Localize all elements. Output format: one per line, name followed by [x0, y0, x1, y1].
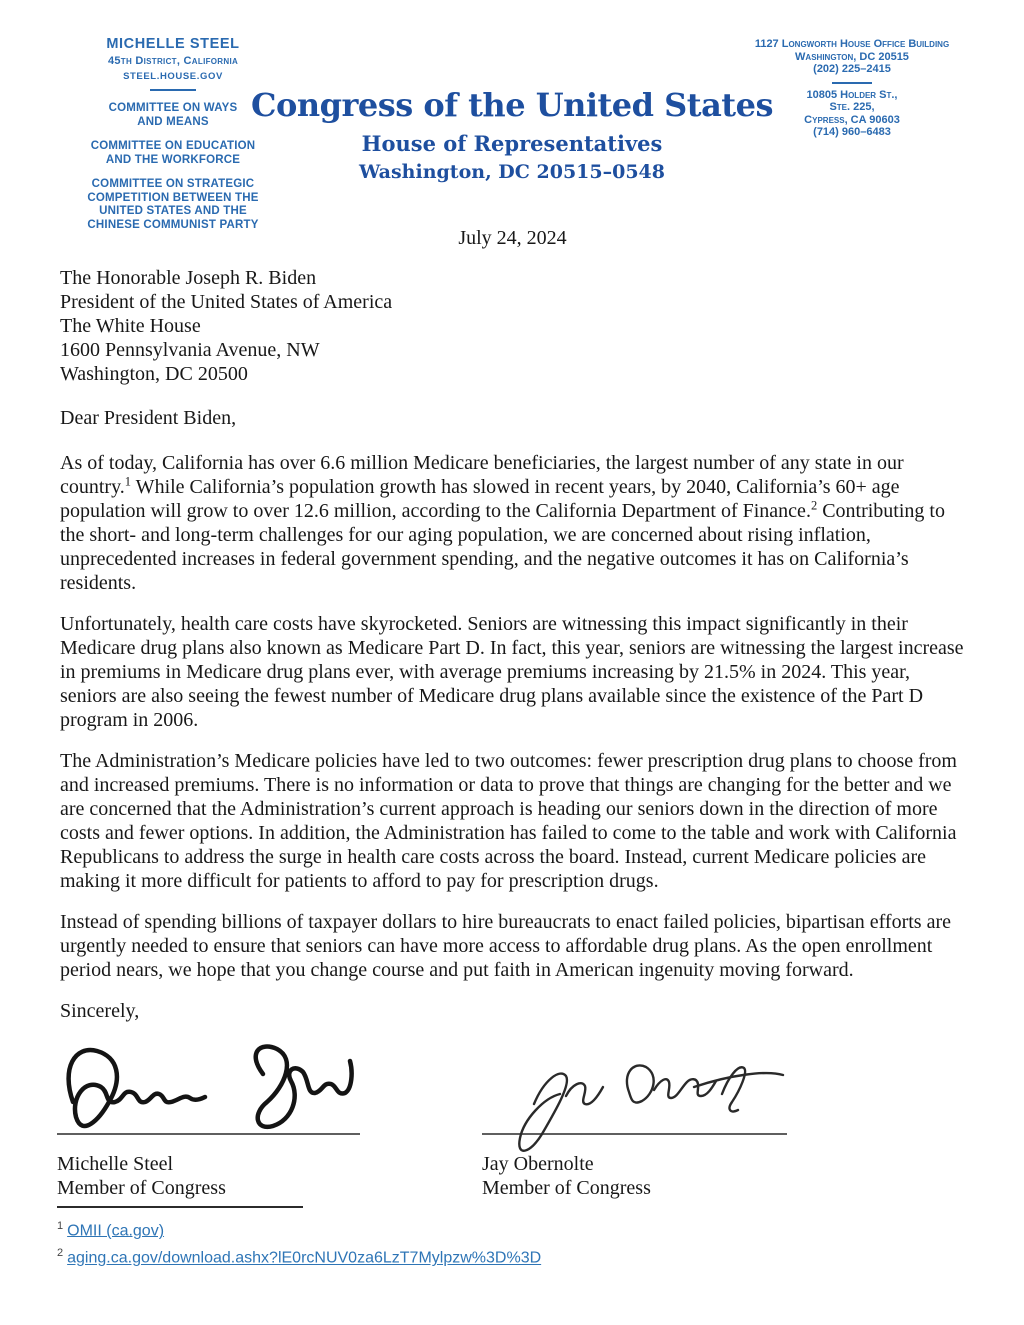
- footnote-ref-1: 1: [124, 474, 132, 489]
- district-office-line: Ste. 225,: [829, 101, 875, 113]
- recipient-line: 1600 Pennsylvania Avenue, NW: [60, 339, 320, 361]
- body-paragraph-3: The Administration’s Medicare policies have led to two outcomes: fewer prescription drug plans to choose from and increased premiums. There is no information or data to prove that things are changing for the better and we are concerned that the Administration’s current approach is heading our seniors down in the direction of more costs and fewer options. In addition, the Administration has failed to come to the table and work with California Republicans to address the surge in health care costs across the board. Instead, current Medicare policies are making it more difficult for patients to afford to pay for prescription drugs.: [60, 750, 957, 892]
- jay-obernolte-signature: [482, 1040, 787, 1133]
- footnotes: [57, 1206, 541, 1270]
- committee-line: UNITED STATES AND THE: [99, 205, 247, 217]
- body-paragraph-4: Instead of spending billions of taxpayer dollars to hire bureaucrats to enact failed policies, bipartisan efforts are urgently needed to ensure that seniors can have more access to affordable drug plans. As the open enrollment period nears, we hope that you change course and put faith in American ingenuity moving forward.: [60, 911, 951, 981]
- recipient-line: Washington, DC 20500: [60, 363, 248, 385]
- signature-block-michelle-steel: [57, 1040, 360, 1200]
- committee-line: AND MEANS: [137, 115, 209, 128]
- michelle-steel-signature: [57, 1040, 360, 1133]
- committee-line: CHINESE COMMUNIST PARTY: [87, 218, 259, 231]
- letterhead-divider-right: [832, 82, 872, 84]
- signature-line: [57, 1133, 360, 1135]
- footnote-item-2: [57, 1242, 541, 1269]
- signatory-name: Michelle Steel: [57, 1153, 174, 1175]
- committee-line: AND THE WORKFORCE: [105, 153, 241, 166]
- letterhead-divider-left: [150, 89, 196, 91]
- signature-area: [57, 1040, 967, 1200]
- dc-office-line: 1127 Longworth House Office Building: [754, 38, 950, 50]
- committee-strategic-competition: [58, 178, 288, 232]
- signature-block-jay-obernolte: [482, 1040, 787, 1200]
- body-paragraph-2: Unfortunately, health care costs have skyrocketed. Seniors are witnessing this impact significantly in their Medicare drug plans also known as Medicare Part D. In fact, this year, seniors are witnessing the largest increase in premiums in Medicare drug plans ever, with average premiums increasing by 21.5% in 2024. This year, seniors are also seeing the fewest number of Medicare drug plans available since the existence of the Part D program in 2006.: [60, 613, 964, 731]
- recipient-address: [60, 266, 965, 386]
- washington-address: Washington, DC 20515–0548: [358, 161, 665, 183]
- footnote-link-omii[interactable]: OMII (ca.gov): [67, 1222, 165, 1240]
- district-office-line: 10805 Holder St.,: [806, 88, 898, 101]
- recipient-line: The Honorable Joseph R. Biden: [60, 267, 317, 289]
- paragraph-text: Contributing to the short- and long-term challenges for our aging population, we are concerned about rising inflation, unprecedented increases in federal government spending, and the negative outcomes it has on California’s residents.: [60, 500, 945, 594]
- member-website: STEEL.HOUSE.GOV: [123, 71, 223, 82]
- footnote-item-1: [57, 1215, 541, 1242]
- signatory-title: Member of Congress: [57, 1177, 226, 1199]
- member-district: 45th District, California: [107, 55, 239, 67]
- closing: Sincerely,: [60, 1000, 140, 1022]
- committee-line: COMMITTEE ON STRATEGIC: [91, 178, 255, 190]
- congress-title: Congress of the United States: [251, 86, 773, 124]
- district-office-line: (714) 960–6483: [813, 126, 891, 138]
- dc-office-line: Washington, DC 20515: [795, 50, 909, 63]
- signatory-title: Member of Congress: [482, 1177, 651, 1199]
- committee-line: COMMITTEE ON EDUCATION: [90, 140, 256, 152]
- house-subtitle: House of Representatives: [361, 131, 663, 156]
- footnote-separator: [57, 1206, 303, 1208]
- letter-date: July 24, 2024: [458, 227, 567, 249]
- footnote-marker: 2: [57, 1247, 64, 1260]
- signatory-name: Jay Obernolte: [482, 1153, 594, 1175]
- committee-line: COMMITTEE ON WAYS: [108, 102, 238, 114]
- district-office-line: Cypress, CA 90603: [804, 113, 900, 126]
- recipient-line: The White House: [60, 315, 201, 337]
- footnote-marker: 1: [57, 1220, 64, 1232]
- congress-masthead: [212, 86, 812, 183]
- body-paragraph-1: [60, 451, 965, 595]
- committee-line: COMPETITION BETWEEN THE: [87, 191, 259, 204]
- salutation: Dear President Biden,: [60, 407, 237, 429]
- footnote-link-aging[interactable]: aging.ca.gov/download.ashx?lE0rcNUV0za6LzT7Mylpzw%3D%3D: [67, 1249, 542, 1267]
- office-addresses-block: [742, 38, 962, 139]
- paragraph-text: While California’s population growth has slowed in recent years, by 2040, California’s 60+ age population will grow to over 12.6 million, according to the California Department of Finance.: [60, 476, 900, 522]
- letter-body: [60, 226, 965, 1023]
- dc-office-line: (202) 225–2415: [813, 63, 891, 75]
- paragraph-text: As of today, California has over 6.6 million Medicare beneficiaries, the largest number of any state in our country.: [60, 452, 904, 498]
- letterhead: [0, 0, 1024, 231]
- member-name: MICHELLE STEEL: [106, 36, 240, 52]
- footnote-ref-2: 2: [810, 498, 818, 513]
- recipient-line: President of the United States of America: [60, 291, 393, 313]
